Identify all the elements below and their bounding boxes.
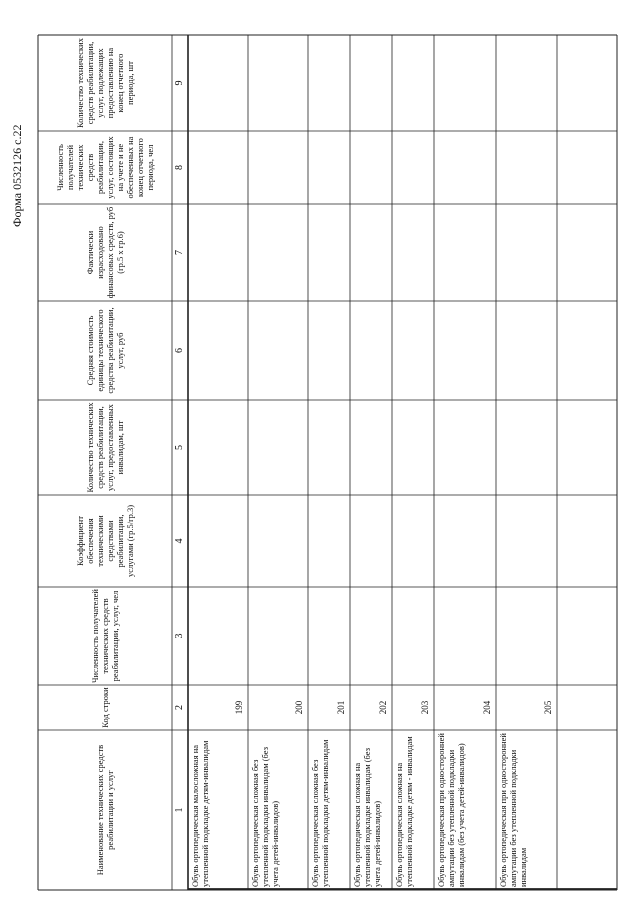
col-number-1: 1	[174, 807, 185, 813]
header-col-3: Численность получателей технических средств реабилитации, услуг, чел	[90, 589, 120, 683]
row-name-205: Обувь ортопедическая при односторонней ампутации без утепленной подкладки инвалидам	[498, 733, 528, 887]
col-number-7: 7	[174, 250, 185, 255]
col-number-4: 4	[174, 538, 185, 544]
col-number-3: 3	[174, 633, 185, 639]
col-number-8: 8	[174, 165, 185, 170]
row-name-204: Обувь ортопедическая при односторонней ампутации без утепленной подкладки инвалидам (без учета детей-инвалидов)	[436, 733, 466, 887]
row-name-202: Обувь ортопедическая сложная на утепленной подкладке инвалидам (без учета детей-инвалидов)	[352, 747, 382, 887]
row-code-202: 202	[378, 700, 388, 715]
row-code-200: 200	[294, 700, 304, 715]
header-col-4: Коэффициент обеспечения техническими средствами реабилитации, услугами (гр.5/гр.3)	[75, 504, 135, 578]
header-col-8: Численность получателей технических средств реабилитации, услуг, состоящих на учете и не обеспеченных на конец отчетного периода, чел	[55, 136, 155, 199]
header-col-9: Количество технических средств реабилитации, услуг, подлежащих предоставлению на конец отчетного периода, шт	[75, 38, 135, 128]
form-title: Форма 0532126 с.22	[10, 124, 24, 227]
col-number-9: 9	[174, 80, 185, 86]
row-name-199: Обувь ортопедическая малосложная на утепленной подкладке детям-инвалидам	[190, 740, 210, 887]
row-code-204: 204	[482, 700, 492, 715]
col-number-2: 2	[174, 705, 185, 710]
col-number-6: 6	[174, 348, 185, 353]
row-code-203: 203	[420, 700, 430, 715]
row-code-205: 205	[543, 700, 553, 715]
header-col-5: Количество технических средств реабилитации, услуг, предоставленных инвалидам, шт	[85, 402, 125, 493]
row-name-201: Обувь ортопедическая сложная без утепленной подкладки детям-инвалидам	[310, 739, 330, 887]
col-number-5: 5	[174, 445, 185, 450]
header-col-2: Код строки	[100, 687, 110, 728]
row-code-199: 199	[234, 700, 244, 715]
header-col-7: Фактически израсходовано финансовых средств, руб (гр.5 х гр.6)	[85, 206, 125, 299]
row-name-203: Обувь ортопедическая сложная на утепленной подкладке детям - инвалидам	[394, 736, 414, 887]
header-col-1: Наименование технических средств реабилитации и услуг	[95, 744, 115, 876]
row-name-200: Обувь ортопедическая сложная без утепленной подкладки инвалидам (без учета детей-инвалидов)	[250, 747, 280, 887]
header-col-6: Средняя стоимость единицы технического средства реабилитации, услуг, руб	[85, 307, 125, 394]
row-code-201: 201	[336, 700, 346, 715]
